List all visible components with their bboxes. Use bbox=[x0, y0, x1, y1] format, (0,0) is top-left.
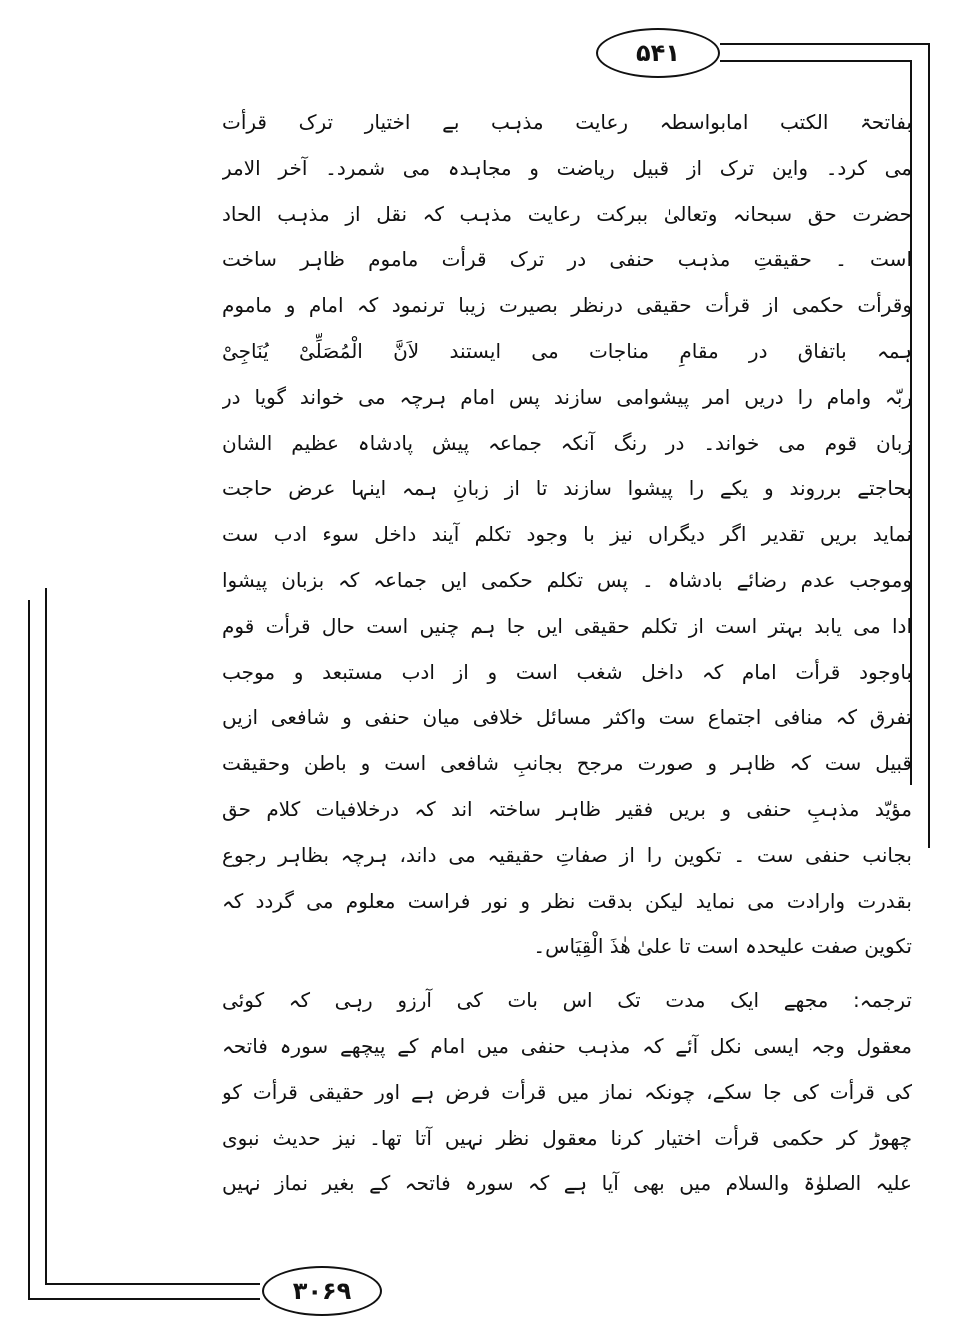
text-line: کی قرأت کی جا سکے، چونکہ نماز میں قرأت فرض ہے اور حقیقی قرأت کو bbox=[222, 1079, 912, 1104]
text-line: می کرد۔ واین ترک از قبیل ریاضت و مجاہدہ می شمرد۔ آخر الامر bbox=[222, 155, 912, 180]
frame-top-line-inner bbox=[720, 60, 912, 62]
text-line: علیہ الصلوٰۃ والسلام میں بھی آیا ہے کہ سورہ فاتحہ کے بغیر نماز نہیں bbox=[222, 1171, 912, 1196]
text-line: ربّہ وامام را دریں امر پیشوامی سازند پس امام ہرچہ می خواند گویا در bbox=[222, 384, 912, 409]
text-line: بحاجتے برروند و یکے را پیشوا سازند تا از زبانِ ہمہ اینہا عرض حاجت bbox=[222, 476, 912, 501]
text-line: باوجود قرأت امام کہ داخل شغب است و از ادب مستبعد و موجب bbox=[222, 659, 912, 684]
frame-right-line-outer bbox=[928, 43, 930, 848]
text-line: تفرق کہ منافی اجتماع ست واکثر مسائل خلافی میان حنفی و شافعی ازیں bbox=[222, 705, 912, 730]
text-line: قبیل ست کہ ظاہر و صورت مرجح بجانبِ شافعی است و باطن وحقیقت bbox=[222, 751, 912, 776]
frame-bottom-line-outer bbox=[28, 1298, 260, 1300]
text-line: حضرت حق سبحانہ وتعالیٰ ببرکت رعایت مذہب کہ نقل از مذہب الحاد bbox=[222, 201, 912, 226]
text-line: ادا می یابد بہتر است از تکلم حقیقی ایں جا ہم چنیں است حال قرأت قوم bbox=[222, 613, 912, 638]
text-line: است ۔ حقیقتِ مذہب حنفی در ترک قرأت ماموم ظاہر ساخت bbox=[222, 247, 912, 272]
bottom-page-number: ۳۰۶۹ bbox=[262, 1266, 382, 1316]
text-line: چھوڑ کر حکمی قرأت اختیار کرنا معقول نظر نہیں آتا تھا۔ نیز حدیث نبوی bbox=[222, 1125, 912, 1150]
text-line: زبان قوم می خواند۔ در رنگ آنکہ جماعہ پیش پادشاہ عظیم الشان bbox=[222, 430, 912, 455]
top-page-number: ۵۴۱ bbox=[596, 28, 720, 78]
persian-paragraph bbox=[222, 100, 912, 970]
text-line: تکوین صفت علیحدہ است تا علیٰ ھٰذَ الْقِیَاس۔ bbox=[533, 934, 912, 959]
frame-left-line-middle bbox=[45, 588, 47, 1285]
frame-left-line-outer bbox=[28, 600, 30, 1300]
text-line: بجانب حنفی ست ۔ تکوین را از صفاتِ حقیقیہ می داند، ہرچہ بظاہر رجوع bbox=[222, 842, 912, 867]
frame-top-line-outer bbox=[720, 43, 930, 45]
frame-bottom-line-middle bbox=[45, 1283, 260, 1285]
text-line: نماید بریں تقدیر اگر دیگراں نیز با وجود تکلم آیند داخل سوء ادب ست bbox=[222, 522, 912, 547]
text-line: وقرأت حکمی از قرأت حقیقی درنظر بصیرت زیبا ترنمود کہ امام و ماموم bbox=[222, 293, 912, 318]
urdu-translation bbox=[222, 978, 912, 1207]
text-line: بقدرت وارادت می نماید لیکن بدقت نظر و نور فراست معلوم می گردد کہ bbox=[222, 888, 912, 913]
paragraph-gap bbox=[222, 970, 912, 978]
text-line: ہمہ باتفاق در مقامِ مناجات می ایستند لاَنَّ الْمُصَلِّیْ یُنَاجِیْ bbox=[222, 338, 912, 363]
page-text bbox=[222, 100, 912, 1207]
text-line: بفاتحۃ الکتب امابواسطہ رعایت مذہب بے اختیار ترک قرأت bbox=[222, 110, 912, 134]
text-line: وموجب عدم رضائے بادشاہ ۔ پس تکلم حکمی ایں جماعہ کہ بزبان پیشوا bbox=[222, 567, 912, 592]
text-line: ترجمہ: مجھے ایک مدت تک اس بات کی آرزو رہی کہ کوئی bbox=[222, 988, 912, 1013]
text-line: مؤیّد مذہبِ حنفی و بریں فقیر ظاہر ساختہ اند کہ درخلافیات کلام حق bbox=[222, 796, 912, 821]
text-line: معقول وجہ ایسی نکل آئے کہ مذہب حنفی میں امام کے پیچھے سورہ فاتحہ bbox=[222, 1033, 912, 1058]
